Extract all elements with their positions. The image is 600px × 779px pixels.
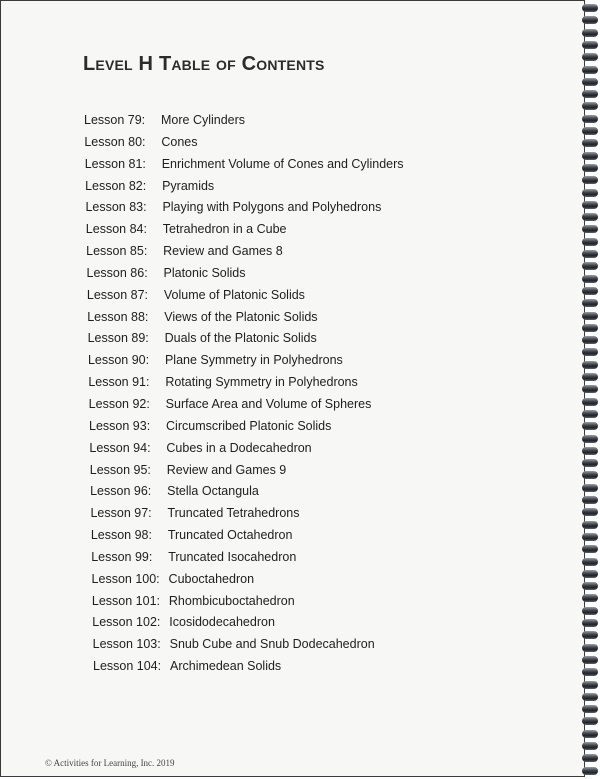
spiral-coil — [582, 262, 598, 270]
lesson-title: Snub Cube and Snub Dodecahedron — [169, 637, 375, 652]
lesson-number: Lesson 104: — [93, 659, 162, 674]
lesson-number: Lesson 92: — [88, 396, 150, 411]
lesson-title: Cubes in a Dodecahedron — [166, 440, 312, 455]
lesson-number: Lesson 82: — [85, 178, 147, 193]
spiral-coil — [582, 176, 598, 184]
toc-entry — [1, 244, 561, 266]
lesson-number: Lesson 103: — [92, 637, 161, 652]
spiral-coil — [582, 681, 598, 689]
lesson-title: Review and Games 8 — [163, 244, 283, 259]
toc-entry — [1, 200, 561, 222]
spiral-coil — [582, 767, 598, 775]
spiral-coil — [582, 348, 598, 356]
lesson-title: Platonic Solids — [163, 265, 246, 280]
lesson-title: Rotating Symmetry in Polyhedrons — [165, 375, 358, 390]
toc-entry — [1, 157, 561, 179]
spiral-coil — [582, 582, 598, 590]
spiral-coil — [582, 631, 598, 639]
spiral-coil — [582, 558, 598, 566]
lesson-title: More Cylinders — [161, 113, 246, 127]
spiral-coil — [582, 164, 598, 172]
toc-entry — [1, 441, 561, 463]
lesson-number: Lesson 101: — [91, 593, 161, 608]
spiral-coil — [582, 435, 598, 443]
spiral-coil — [582, 385, 598, 393]
toc-entry — [1, 550, 561, 572]
spiral-coil — [582, 619, 598, 627]
lesson-title: Truncated Tetrahedrons — [167, 506, 300, 521]
spiral-coil — [582, 533, 598, 541]
lesson-title: Icosidodecahedron — [169, 615, 275, 630]
lesson-number: Lesson 91: — [88, 375, 150, 390]
toc-entry — [1, 637, 561, 659]
spiral-coil — [582, 115, 598, 123]
lesson-title: Circumscribed Platonic Solids — [166, 418, 332, 433]
spiral-coil — [582, 90, 598, 98]
spiral-coil — [582, 496, 598, 504]
spiral-coil — [582, 717, 598, 725]
toc-entry — [1, 310, 561, 332]
toc-entry — [1, 135, 561, 157]
toc-entry — [1, 528, 561, 550]
lesson-title: Truncated Octahedron — [167, 528, 293, 543]
toc-entry — [1, 572, 561, 594]
spiral-coil — [582, 422, 598, 430]
toc-entry — [1, 594, 561, 616]
spiral-coil — [582, 213, 598, 221]
spiral-coil — [582, 238, 598, 246]
lesson-number: Lesson 99: — [91, 549, 153, 564]
lesson-title: Stella Octangula — [167, 484, 259, 499]
spiral-coil — [582, 16, 598, 24]
toc-entry — [1, 375, 561, 397]
spiral-coil — [582, 471, 598, 479]
spiral-coil — [582, 139, 598, 147]
spiral-coil — [582, 508, 598, 516]
spiral-coil — [582, 693, 598, 701]
toc-entry — [1, 288, 561, 310]
spiral-coil — [582, 754, 598, 762]
lesson-number: Lesson 85: — [86, 244, 148, 259]
lesson-number: Lesson 90: — [87, 353, 150, 368]
spiral-coil — [582, 312, 598, 320]
spiral-coil — [582, 398, 598, 406]
toc-entry — [1, 179, 561, 201]
spiral-coil — [582, 250, 598, 258]
lesson-title: Review and Games 9 — [166, 462, 287, 477]
lesson-title: Archimedean Solids — [170, 659, 282, 674]
lesson-number: Lesson 102: — [92, 615, 161, 630]
spiral-coil — [582, 410, 598, 418]
toc-entry — [1, 222, 561, 244]
spiral-coil — [582, 668, 598, 676]
lesson-title: Pyramids — [162, 178, 215, 193]
spiral-coil — [582, 484, 598, 492]
lesson-number: Lesson 95: — [89, 462, 151, 477]
lesson-title: Rhombicuboctahedron — [168, 593, 295, 608]
lesson-number: Lesson 87: — [86, 287, 149, 302]
spiral-coil — [582, 127, 598, 135]
spiral-coil — [582, 742, 598, 750]
spiral-coil — [582, 607, 598, 615]
spiral-coil — [582, 545, 598, 553]
toc-entry — [1, 353, 561, 375]
spiral-coil — [582, 656, 598, 664]
spiral-coil — [582, 225, 598, 233]
spiral-coil — [582, 373, 598, 381]
toc-entry — [1, 266, 561, 288]
toc-entry — [1, 419, 561, 441]
spiral-coil — [582, 53, 598, 61]
lesson-number: Lesson 84: — [85, 222, 147, 237]
lesson-number: Lesson 94: — [89, 440, 151, 455]
spiral-coil — [582, 275, 598, 283]
spiral-coil — [582, 730, 598, 738]
toc-entry — [1, 506, 561, 528]
lesson-title: Volume of Platonic Solids — [163, 287, 305, 302]
page-title: Level H Table of Contents — [83, 53, 325, 75]
lesson-number: Lesson 79: — [84, 113, 146, 127]
toc-entry — [1, 463, 561, 485]
lesson-number: Lesson 80: — [84, 134, 146, 149]
lesson-title: Duals of the Platonic Solids — [164, 331, 317, 346]
lesson-title: Tetrahedron in a Cube — [162, 222, 287, 237]
toc-entry — [1, 615, 561, 637]
toc-entry — [1, 659, 561, 681]
spiral-coil — [582, 570, 598, 578]
spiral-coil — [582, 299, 598, 307]
spiral-coil — [582, 361, 598, 369]
spiral-coil — [582, 152, 598, 160]
toc-entry — [1, 113, 561, 135]
spiral-coil — [582, 287, 598, 295]
lesson-number: Lesson 88: — [87, 309, 149, 324]
lesson-title: Truncated Isocahedron — [168, 549, 297, 564]
lesson-title: Views of the Platonic Solids — [164, 309, 318, 324]
lesson-number: Lesson 89: — [87, 331, 149, 346]
spiral-coil — [582, 447, 598, 455]
spiral-coil — [582, 336, 598, 344]
lesson-title: Cuboctahedron — [168, 571, 255, 586]
toc-entry — [1, 484, 561, 506]
lesson-title: Playing with Polygons and Polyhedrons — [162, 200, 382, 215]
spiral-coil — [582, 4, 598, 12]
spiral-coil — [582, 78, 598, 86]
lesson-number: Lesson 98: — [90, 528, 152, 543]
table-of-contents — [1, 113, 561, 681]
toc-entry — [1, 397, 561, 419]
spiral-coil — [582, 41, 598, 49]
lesson-title: Enrichment Volume of Cones and Cylinders — [161, 156, 404, 171]
lesson-title: Plane Symmetry in Polyhedrons — [164, 353, 343, 368]
spiral-coil — [582, 705, 598, 713]
spiral-coil — [582, 644, 598, 652]
lesson-number: Lesson 97: — [90, 506, 152, 521]
toc-entry — [1, 331, 561, 353]
spiral-coil — [582, 102, 598, 110]
lesson-number: Lesson 96: — [90, 484, 152, 499]
spiral-coil — [582, 521, 598, 529]
spiral-coil — [582, 189, 598, 197]
lesson-number: Lesson 93: — [89, 418, 151, 433]
lesson-number: Lesson 86: — [86, 265, 148, 280]
lesson-number: Lesson 81: — [84, 156, 146, 171]
spiral-coil — [582, 324, 598, 332]
copyright-footer: © Activities for Learning, Inc. 2019 — [45, 758, 175, 768]
spiral-coil — [582, 594, 598, 602]
lesson-number: Lesson 100: — [91, 571, 160, 586]
lesson-title: Cones — [161, 134, 198, 149]
spiral-coil — [582, 29, 598, 37]
spiral-coil — [582, 201, 598, 209]
lesson-number: Lesson 83: — [85, 200, 147, 215]
spiral-coil — [582, 66, 598, 74]
spiral-coil — [582, 459, 598, 467]
spiral-binding — [580, 0, 600, 779]
lesson-title: Surface Area and Volume of Spheres — [165, 396, 372, 411]
